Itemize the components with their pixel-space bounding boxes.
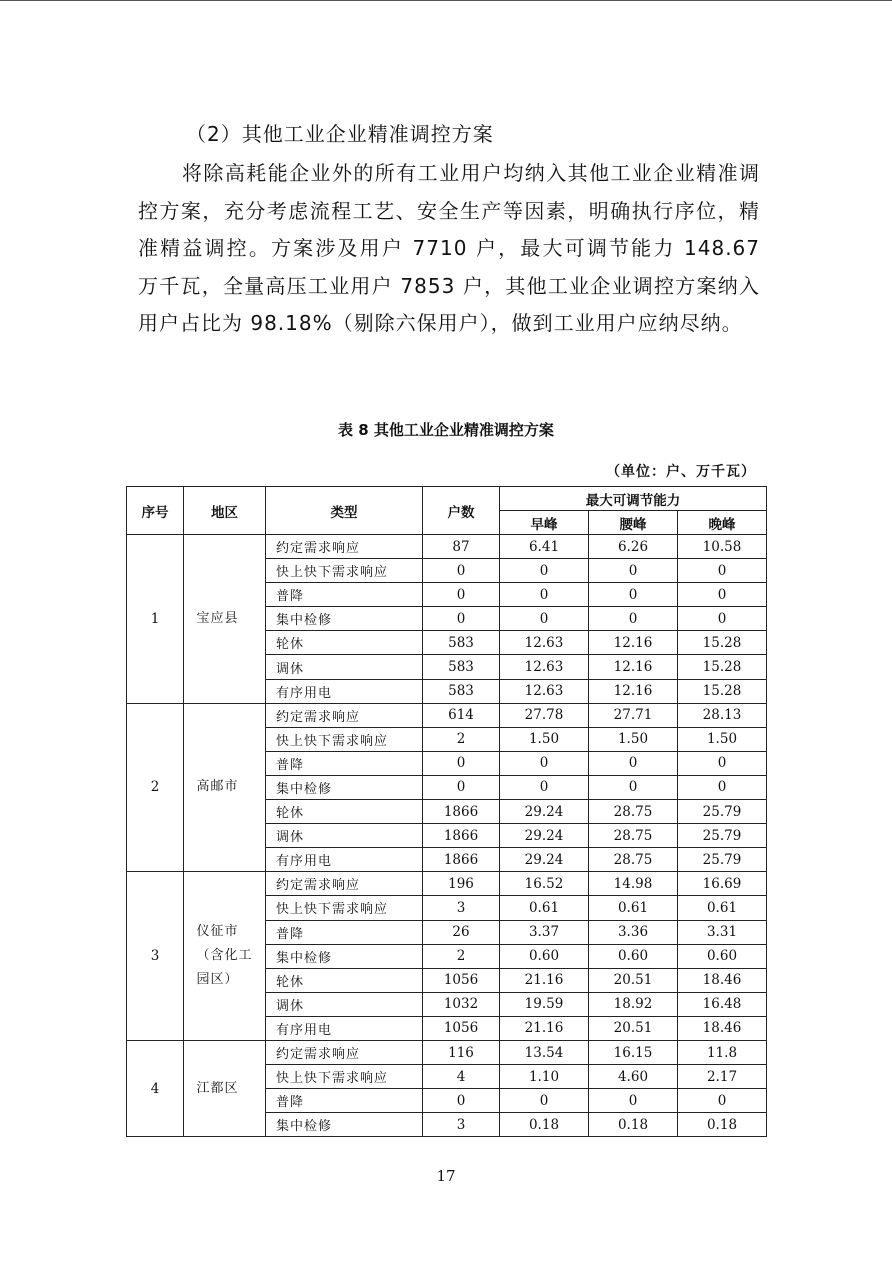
region-label: 高邮市: [196, 779, 239, 795]
cell-households: 1866: [423, 800, 500, 824]
header-morning-peak: 早峰: [500, 511, 589, 535]
cell-type: 调休: [266, 992, 423, 1016]
cell-households: 1032: [423, 992, 500, 1016]
cell-evening-peak: 3.31: [678, 920, 767, 944]
cell-households: 87: [423, 535, 500, 559]
cell-morning-peak: 0.60: [500, 944, 589, 968]
cell-morning-peak: 21.16: [500, 968, 589, 992]
cell-midday-peak: 16.15: [589, 1040, 678, 1064]
cell-midday-peak: 0: [589, 751, 678, 775]
cell-midday-peak: 14.98: [589, 872, 678, 896]
cell-seq: 3: [127, 872, 184, 1041]
cell-evening-peak: 0: [678, 583, 767, 607]
cell-seq: 1: [127, 535, 184, 704]
cell-evening-peak: 15.28: [678, 679, 767, 703]
cell-morning-peak: 19.59: [500, 992, 589, 1016]
cell-region: [184, 703, 266, 872]
section-heading: （2）其他工业企业精准调控方案: [186, 122, 494, 146]
cell-households: 3: [423, 1113, 500, 1137]
cell-households: 2: [423, 727, 500, 751]
cell-midday-peak: 0: [589, 775, 678, 799]
header-midday-peak: 腰峰: [589, 511, 678, 535]
cell-morning-peak: 0: [500, 1089, 589, 1113]
cell-morning-peak: 27.78: [500, 703, 589, 727]
cell-households: 0: [423, 1089, 500, 1113]
cell-morning-peak: 3.37: [500, 920, 589, 944]
table-body: [127, 535, 767, 1137]
cell-midday-peak: 12.16: [589, 631, 678, 655]
table-row: [127, 872, 767, 896]
cell-midday-peak: 1.50: [589, 727, 678, 751]
cell-midday-peak: 28.75: [589, 800, 678, 824]
cell-evening-peak: 28.13: [678, 703, 767, 727]
cell-households: 1056: [423, 968, 500, 992]
cell-type: 有序用电: [266, 848, 423, 872]
cell-midday-peak: 12.16: [589, 655, 678, 679]
cell-morning-peak: 0: [500, 583, 589, 607]
cell-seq: 4: [127, 1040, 184, 1136]
cell-evening-peak: 15.28: [678, 631, 767, 655]
cell-evening-peak: 16.48: [678, 992, 767, 1016]
cell-morning-peak: 29.24: [500, 824, 589, 848]
cell-morning-peak: 29.24: [500, 800, 589, 824]
cell-type: 集中检修: [266, 1113, 423, 1137]
cell-evening-peak: 18.46: [678, 1016, 767, 1040]
table-row: [127, 535, 767, 559]
cell-midday-peak: 0: [589, 607, 678, 631]
cell-midday-peak: 20.51: [589, 1016, 678, 1040]
header-max-capacity: 最大可调节能力: [500, 487, 767, 511]
cell-midday-peak: 0: [589, 583, 678, 607]
cell-region: [184, 872, 266, 1041]
cell-midday-peak: 18.92: [589, 992, 678, 1016]
cell-evening-peak: 25.79: [678, 848, 767, 872]
cell-midday-peak: 3.36: [589, 920, 678, 944]
cell-type: 有序用电: [266, 679, 423, 703]
cell-households: 583: [423, 679, 500, 703]
cell-type: 普降: [266, 1089, 423, 1113]
cell-type: 有序用电: [266, 1016, 423, 1040]
cell-type: 快上快下需求响应: [266, 896, 423, 920]
cell-morning-peak: 0: [500, 559, 589, 583]
header-evening-peak: 晚峰: [678, 511, 767, 535]
cell-evening-peak: 0: [678, 607, 767, 631]
cell-midday-peak: 27.71: [589, 703, 678, 727]
region-label: 宝应县: [196, 610, 239, 626]
cell-households: 614: [423, 703, 500, 727]
cell-households: 583: [423, 631, 500, 655]
cell-evening-peak: 15.28: [678, 655, 767, 679]
cell-type: 轮休: [266, 631, 423, 655]
cell-morning-peak: 16.52: [500, 872, 589, 896]
region-label: 仪征市（含化工园区）: [196, 924, 253, 988]
region-label: 江都区: [196, 1080, 239, 1096]
header-region: 地区: [184, 487, 266, 535]
cell-type: 调休: [266, 824, 423, 848]
cell-households: 1866: [423, 848, 500, 872]
cell-households: 0: [423, 775, 500, 799]
cell-region: [184, 535, 266, 704]
cell-evening-peak: 0: [678, 775, 767, 799]
cell-midday-peak: 0: [589, 1089, 678, 1113]
cell-type: 约定需求响应: [266, 872, 423, 896]
header-seq: 序号: [127, 487, 184, 535]
cell-morning-peak: 0: [500, 751, 589, 775]
cell-evening-peak: 2.17: [678, 1065, 767, 1089]
cell-type: 调休: [266, 655, 423, 679]
header-type: 类型: [266, 487, 423, 535]
cell-morning-peak: 1.10: [500, 1065, 589, 1089]
cell-midday-peak: 20.51: [589, 968, 678, 992]
cell-type: 普降: [266, 751, 423, 775]
cell-type: 普降: [266, 920, 423, 944]
cell-evening-peak: 11.8: [678, 1040, 767, 1064]
cell-evening-peak: 10.58: [678, 535, 767, 559]
cell-evening-peak: 16.69: [678, 872, 767, 896]
cell-midday-peak: 28.75: [589, 848, 678, 872]
cell-midday-peak: 0.18: [589, 1113, 678, 1137]
cell-evening-peak: 1.50: [678, 727, 767, 751]
table-row: [127, 1040, 767, 1064]
cell-morning-peak: 12.63: [500, 679, 589, 703]
cell-type: 集中检修: [266, 944, 423, 968]
cell-type: 集中检修: [266, 607, 423, 631]
cell-morning-peak: 0: [500, 775, 589, 799]
cell-morning-peak: 0.61: [500, 896, 589, 920]
cell-evening-peak: 0: [678, 559, 767, 583]
cell-evening-peak: 0: [678, 1089, 767, 1113]
cell-morning-peak: 13.54: [500, 1040, 589, 1064]
regulation-plan-table: [126, 486, 767, 1137]
cell-evening-peak: 25.79: [678, 800, 767, 824]
cell-households: 116: [423, 1040, 500, 1064]
cell-type: 快上快下需求响应: [266, 559, 423, 583]
table-caption: 表 8 其他工业企业精准调控方案: [338, 421, 554, 439]
header-households: 户数: [423, 487, 500, 535]
cell-midday-peak: 0.61: [589, 896, 678, 920]
cell-households: 1866: [423, 824, 500, 848]
cell-midday-peak: 12.16: [589, 679, 678, 703]
cell-type: 轮休: [266, 800, 423, 824]
cell-households: 0: [423, 607, 500, 631]
page-top-border: [0, 0, 892, 1]
cell-morning-peak: 1.50: [500, 727, 589, 751]
cell-households: 0: [423, 559, 500, 583]
cell-seq: 2: [127, 703, 184, 872]
table-row: [127, 703, 767, 727]
cell-households: 0: [423, 583, 500, 607]
cell-midday-peak: 0: [589, 559, 678, 583]
cell-evening-peak: 18.46: [678, 968, 767, 992]
cell-households: 26: [423, 920, 500, 944]
cell-evening-peak: 0: [678, 751, 767, 775]
cell-evening-peak: 0.61: [678, 896, 767, 920]
cell-morning-peak: 0.18: [500, 1113, 589, 1137]
cell-type: 轮休: [266, 968, 423, 992]
cell-households: 3: [423, 896, 500, 920]
cell-households: 4: [423, 1065, 500, 1089]
cell-households: 583: [423, 655, 500, 679]
cell-evening-peak: 0.18: [678, 1113, 767, 1137]
cell-type: 集中检修: [266, 775, 423, 799]
cell-morning-peak: 0: [500, 607, 589, 631]
page-number: 17: [436, 1167, 456, 1185]
cell-type: 快上快下需求响应: [266, 1065, 423, 1089]
cell-households: 2: [423, 944, 500, 968]
unit-note: （单位：户、万千瓦）: [606, 464, 756, 480]
cell-households: 1056: [423, 1016, 500, 1040]
cell-households: 196: [423, 872, 500, 896]
cell-type: 普降: [266, 583, 423, 607]
cell-type: 约定需求响应: [266, 1040, 423, 1064]
cell-type: 约定需求响应: [266, 535, 423, 559]
cell-morning-peak: 6.41: [500, 535, 589, 559]
cell-morning-peak: 21.16: [500, 1016, 589, 1040]
cell-morning-peak: 12.63: [500, 655, 589, 679]
cell-region: [184, 1040, 266, 1136]
cell-midday-peak: 28.75: [589, 824, 678, 848]
cell-evening-peak: 0.60: [678, 944, 767, 968]
cell-midday-peak: 6.26: [589, 535, 678, 559]
body-paragraph: 将除高耗能企业外的所有工业用户均纳入其他工业企业精准调控方案，充分考虑流程工艺、安全生产等因素，明确执行序位，精准精益调控。方案涉及用户 7710 户，最大可调节能力 148.67 万千瓦，全量高压工业用户 7853 户，其他工业企业调控方案纳入用户占比为 98.18%（剔除六保用户），做到工业用户应纳尽纳。: [138, 161, 760, 335]
cell-midday-peak: 0.60: [589, 944, 678, 968]
cell-midday-peak: 4.60: [589, 1065, 678, 1089]
cell-morning-peak: 29.24: [500, 848, 589, 872]
cell-households: 0: [423, 751, 500, 775]
cell-evening-peak: 25.79: [678, 824, 767, 848]
cell-type: 快上快下需求响应: [266, 727, 423, 751]
cell-type: 约定需求响应: [266, 703, 423, 727]
cell-morning-peak: 12.63: [500, 631, 589, 655]
